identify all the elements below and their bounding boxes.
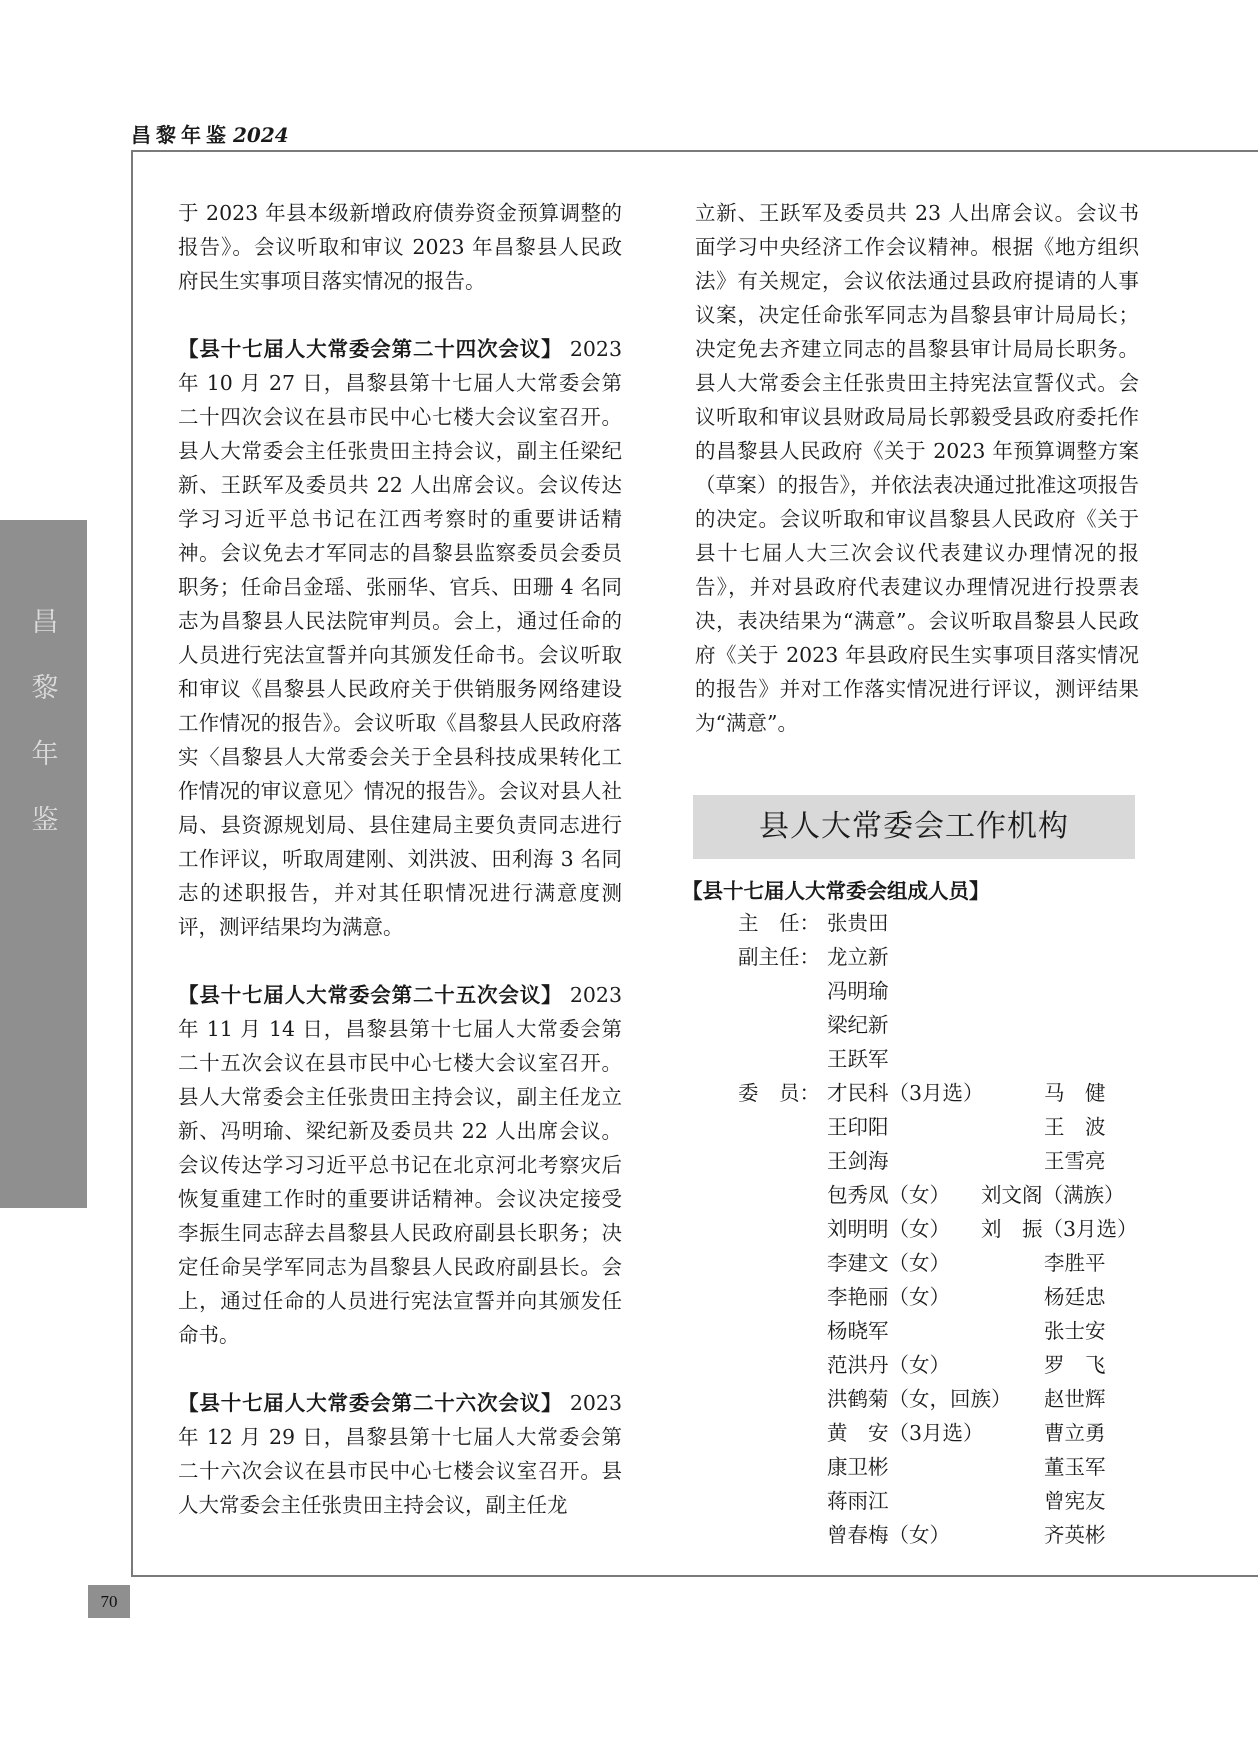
section-title-box: 县人大常委会工作机构 — [693, 795, 1135, 859]
person-name: 王跃军 — [827, 1047, 889, 1071]
frame-left-rule — [131, 150, 133, 1577]
person-name: 王雪亮 — [1044, 1149, 1106, 1173]
section-body: 2023 年 12 月 29 日，昌黎县第十七届人大常委会第二十六次会议在县市民中心七楼会议室召开。县人大常委会主任张贵田主持会议，副主任龙 — [178, 1391, 622, 1517]
side-char: 年 — [31, 739, 59, 770]
person-name: 张士安 — [1044, 1319, 1106, 1343]
person-name: 杨晓军 — [827, 1319, 889, 1343]
header-title: 昌黎年鉴 — [131, 123, 231, 147]
person-name: 刘明明（女） — [827, 1217, 950, 1241]
person-name: 龙立新 — [827, 945, 889, 969]
paragraph-session-24 — [178, 332, 622, 944]
role-label: 主 任： — [738, 911, 820, 935]
running-header — [131, 119, 289, 148]
paragraph: 于 2023 年县本级新增政府债券资金预算调整的报告》。会议听取和审议 2023 年昌黎县人民政府民生实事项目落实情况的报告。 — [178, 201, 622, 293]
side-tab-chinese — [30, 590, 60, 854]
paragraph-session-26 — [178, 1386, 622, 1522]
frame-top-rule — [131, 150, 1258, 152]
person-name: 才民科（3月选） — [827, 1081, 984, 1105]
person-name: 范洪丹（女） — [827, 1353, 950, 1377]
person-name: 蒋雨江 — [827, 1489, 889, 1513]
section-body: 2023 年 11 月 14 日，昌黎县第十七届人大常委会第二十五次会议在县市民中心七楼大会议室召开。县人大常委会主任张贵田主持会议，副主任龙立新、冯明瑜、梁纪新及委员共 22 人出席会议。会议传达学习习近平总书记在北京河北考察灾后恢复重建工作时的重要讲话精神。会议决定接受李振生同志辞去昌黎县人民政府副县长职务；决定任命吴学军同志为昌黎县人民政府副县长。会上，通过任命的人员进行宪法宣誓并向其颁发任命书。 — [178, 983, 622, 1347]
person-name: 王剑海 — [827, 1149, 889, 1173]
person-name: 王 波 — [1044, 1115, 1106, 1139]
person-name: 洪鹤菊（女，回族） — [827, 1387, 1012, 1411]
person-name: 董玉军 — [1044, 1455, 1106, 1479]
person-name: 李胜平 — [1044, 1251, 1106, 1275]
person-name: 曹立勇 — [1044, 1421, 1106, 1445]
person-name: 冯明瑜 — [827, 979, 889, 1003]
page-number: 70 — [88, 1585, 130, 1618]
text-column-right — [695, 196, 1139, 740]
role-label: 副主任： — [738, 945, 820, 969]
person-name: 王印阳 — [827, 1115, 889, 1139]
person-name: 康卫彬 — [827, 1455, 889, 1479]
frame-bottom-rule — [131, 1575, 1258, 1577]
header-year: 2024 — [233, 123, 289, 147]
person-name: 曾春梅（女） — [827, 1523, 950, 1547]
section-heading: 【县十七届人大常委会第二十六次会议】 — [178, 1391, 563, 1415]
person-name: 李艳丽（女） — [827, 1285, 950, 1309]
person-name: 罗 飞 — [1044, 1353, 1106, 1377]
person-name: 梁纪新 — [827, 1013, 889, 1037]
side-char: 黎 — [31, 673, 59, 704]
person-name: 李建文（女） — [827, 1251, 950, 1275]
person-name: 黄 安（3月选） — [827, 1421, 984, 1445]
section-heading: 【县十七届人大常委会第二十五次会议】 — [178, 983, 563, 1007]
person-name: 包秀凤（女） — [827, 1183, 950, 1207]
person-name: 曾宪友 — [1044, 1489, 1106, 1513]
side-char: 昌 — [31, 607, 59, 638]
side-char: 鉴 — [31, 805, 59, 836]
section-heading: 【县十七届人大常委会第二十四次会议】 — [178, 337, 563, 361]
section-body: 2023 年 10 月 27 日，昌黎县第十七届人大常委会第二十四次会议在县市民中心七楼大会议室召开。县人大常委会主任张贵田主持会议，副主任梁纪新、王跃军及委员共 22 人出席会议。会议传达学习习近平总书记在江西考察时的重要讲话精神。会议免去才军同志的昌黎县监察委员会委员职务；任命吕金瑶、张丽华、官兵、田珊 4 名同志为昌黎县人民法院审判员。会上，通过任命的人员进行宪法宣誓并向其颁发任命书。会议听取和审议《昌黎县人民政府关于供销服务网络建设工作情况的报告》。会议听取《昌黎县人民政府落实〈昌黎县人大常委会关于全县科技成果转化工作情况的审议意见〉情况的报告》。会议对县人社局、县资源规划局、县住建局主要负责同志进行工作评议，听取周建刚、刘洪波、田利海 3 名同志的述职报告，并对其任职情况进行满意度测评，测评结果均为满意。 — [178, 337, 622, 939]
person-name: 齐英彬 — [1044, 1523, 1106, 1547]
person-name: 杨廷忠 — [1044, 1285, 1106, 1309]
roster-heading: 【县十七届人大常委会组成人员】 — [682, 879, 990, 903]
person-name: 马 健 — [1044, 1081, 1106, 1105]
person-name: 刘文阁（满族） — [981, 1183, 1125, 1207]
paragraph-session-25 — [178, 978, 622, 1352]
text-column-left — [178, 196, 622, 1522]
role-label: 委 员： — [738, 1081, 820, 1105]
person-name: 张贵田 — [827, 911, 889, 935]
person-name: 刘 振（3月选） — [981, 1217, 1138, 1241]
paragraph-continued: 立新、王跃军及委员共 23 人出席会议。会议书面学习中央经济工作会议精神。根据《地方组织法》有关规定，会议依法通过县政府提请的人事议案，决定任命张军同志为昌黎县审计局局长；决定免去齐建立同志的昌黎县审计局局长职务。县人大常委会主任张贵田主持宪法宣誓仪式。会议听取和审议县财政局局长郭毅受县政府委托作的昌黎县人民政府《关于 2023 年预算调整方案（草案）的报告》，并依法表决通过批准这项报告的决定。会议听取和审议昌黎县人民政府《关于县十七届人大三次会议代表建议办理情况的报告》，并对县政府代表建议办理情况进行投票表决，表决结果为“满意”。会议听取昌黎县人民政府《关于 2023 年县政府民生实事项目落实情况的报告》并对工作落实情况进行评议，测评结果为“满意”。 — [695, 201, 1139, 735]
person-name: 赵世辉 — [1044, 1387, 1106, 1411]
